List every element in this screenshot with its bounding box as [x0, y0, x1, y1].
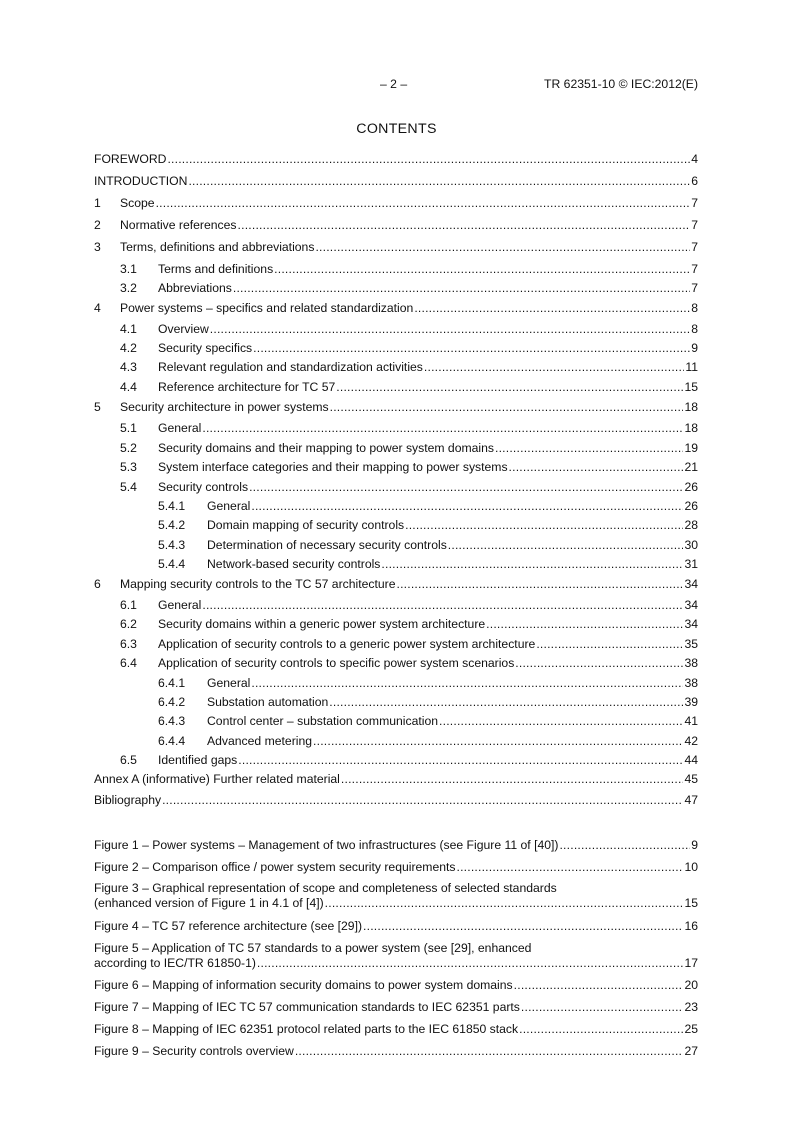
toc-entry[interactable]: [120, 460, 698, 474]
toc-entry[interactable]: [94, 793, 698, 807]
toc-entry[interactable]: [120, 480, 698, 494]
toc-entry[interactable]: [120, 421, 698, 435]
toc-entry-number: 1: [94, 196, 101, 210]
figure-title: Figure 2 – Comparison office / power system security requirements: [94, 860, 456, 874]
dot-leader: [414, 301, 690, 315]
toc-entry-number: 6.5: [120, 753, 137, 767]
toc-entry-page: 6: [691, 174, 698, 188]
toc-entry-title: Advanced metering: [207, 734, 313, 748]
toc-entry-title: Scope: [120, 196, 155, 210]
dot-leader: [381, 557, 683, 571]
toc-entry-title: Security domains and their mapping to power system domains: [158, 441, 494, 455]
dot-leader: [536, 637, 683, 651]
dot-leader: [249, 480, 683, 494]
toc-entry-page: 7: [691, 281, 698, 295]
toc-entry[interactable]: [158, 676, 698, 690]
figure-entry[interactable]: [94, 1022, 698, 1037]
toc-entry-page: 4: [691, 152, 698, 166]
toc-entry-number: 5.1: [120, 421, 137, 435]
toc-entry-title: Application of security controls to a generic power system architecture: [158, 637, 536, 651]
dot-leader: [202, 421, 683, 435]
toc-entry-number: 5.2: [120, 441, 137, 455]
toc-entry-page: 35: [684, 637, 698, 651]
figure-page: 15: [684, 896, 698, 910]
dot-leader: [336, 380, 683, 394]
dot-leader: [257, 956, 684, 971]
dot-leader: [396, 577, 683, 591]
dot-leader: [515, 656, 683, 670]
toc-entry-page: 7: [691, 240, 698, 254]
dot-leader: [514, 978, 684, 993]
figure-title: according to IEC/TR 61850-1): [94, 956, 256, 970]
toc-entry-page: 26: [684, 499, 698, 513]
dot-leader: [202, 598, 683, 612]
toc-entry-page: 28: [684, 518, 698, 532]
toc-entry-number: 6.4.2: [158, 695, 186, 709]
toc-entry[interactable]: [120, 617, 698, 631]
toc-entry[interactable]: [120, 281, 698, 295]
toc-entry[interactable]: [120, 341, 698, 355]
toc-entry-page: 9: [691, 341, 698, 355]
dot-leader: [424, 360, 684, 374]
figure-page: 9: [691, 838, 698, 852]
toc-entry-page: 18: [684, 421, 698, 435]
document-id: TR 62351-10 © IEC:2012(E): [544, 77, 698, 91]
toc-entry-title: Security domains within a generic power system architecture: [158, 617, 486, 631]
page-number: – 2 –: [380, 77, 408, 91]
toc-entry[interactable]: [94, 152, 698, 166]
toc-entry-page: 45: [684, 772, 698, 786]
toc-entry-number: 5.4.2: [158, 518, 186, 532]
toc-entry-page: 19: [684, 441, 698, 455]
figure-title: Figure 8 – Mapping of IEC 62351 protocol related parts to the IEC 61850 stack: [94, 1022, 519, 1036]
toc-entry-number: 6.4.4: [158, 734, 186, 748]
toc-entry-page: 7: [691, 218, 698, 232]
toc-entry[interactable]: [94, 196, 698, 210]
toc-entry-number: 4.1: [120, 322, 137, 336]
figure-title: Figure 4 – TC 57 reference architecture (see [29]): [94, 919, 363, 933]
dot-leader: [238, 753, 683, 767]
dot-leader: [439, 714, 683, 728]
dot-leader: [253, 341, 690, 355]
toc-entry-number: 4: [94, 301, 101, 315]
toc-entry-number: 4.2: [120, 341, 137, 355]
toc-entry-title: FOREWORD: [94, 152, 167, 166]
toc-entry-title: Mapping security controls to the TC 57 architecture: [120, 577, 396, 591]
toc-entry[interactable]: [120, 322, 698, 336]
toc-entry[interactable]: [158, 499, 698, 513]
toc-entry[interactable]: [120, 637, 698, 651]
dot-leader: [295, 1044, 684, 1059]
toc-entry[interactable]: [158, 695, 698, 709]
dot-leader: [325, 896, 684, 911]
toc-entry-title: Abbreviations: [158, 281, 232, 295]
toc-entry-number: 5.4.3: [158, 538, 186, 552]
toc-entry[interactable]: [158, 557, 698, 571]
toc-entry-page: 15: [684, 380, 698, 394]
toc-entry-title: Relevant regulation and standardization activities: [158, 360, 423, 374]
toc-entry-number: 6.2: [120, 617, 137, 631]
figure-page: 20: [684, 978, 698, 992]
toc-entry-title: Normative references: [120, 218, 237, 232]
figure-entry[interactable]: [94, 941, 698, 971]
toc-entry[interactable]: [94, 577, 698, 591]
toc-entry-number: 3.2: [120, 281, 137, 295]
toc-entry-title: System interface categories and their mapping to power systems: [158, 460, 508, 474]
figure-page: 17: [684, 956, 698, 970]
toc-entry[interactable]: [94, 174, 698, 188]
toc-entry-title: Security specifics: [158, 341, 253, 355]
dot-leader: [238, 218, 691, 232]
toc-entry[interactable]: [158, 538, 698, 552]
toc-entry-title: INTRODUCTION: [94, 174, 188, 188]
toc-entry-title: Reference architecture for TC 57: [158, 380, 336, 394]
toc-entry[interactable]: [120, 441, 698, 455]
toc-entry-page: 18: [684, 400, 698, 414]
figure-entry[interactable]: [94, 1000, 698, 1015]
toc-entry[interactable]: [120, 598, 698, 612]
figure-page: 16: [684, 919, 698, 933]
dot-leader: [167, 152, 690, 166]
toc-entry-title: Bibliography: [94, 793, 162, 807]
toc-entry-page: 34: [684, 617, 698, 631]
figure-title-line: Figure 5 – Application of TC 57 standards to a power system (see [29], enhanced: [94, 941, 532, 955]
toc-entry-title: General: [207, 499, 251, 513]
toc-entry[interactable]: [94, 240, 698, 254]
dot-leader: [251, 676, 683, 690]
dot-leader: [162, 793, 683, 807]
figure-entry[interactable]: [94, 881, 698, 911]
dot-leader: [315, 240, 690, 254]
dot-leader: [330, 400, 684, 414]
dot-leader: [495, 441, 683, 455]
figure-title: (enhanced version of Figure 1 in 4.1 of [4]): [94, 896, 324, 910]
page-title: CONTENTS: [356, 121, 437, 137]
toc-entry-title: Substation automation: [207, 695, 329, 709]
toc-entry[interactable]: [158, 734, 698, 748]
dot-leader: [274, 262, 690, 276]
figure-page: 25: [684, 1022, 698, 1036]
figure-entry[interactable]: [94, 1044, 698, 1059]
toc-entry-number: 5.3: [120, 460, 137, 474]
toc-entry-page: 39: [684, 695, 698, 709]
figure-title-line: Figure 3 – Graphical representation of scope and completeness of selected standards: [94, 881, 557, 895]
dot-leader: [405, 518, 683, 532]
toc-entry-title: General: [158, 421, 202, 435]
figure-page: 23: [684, 1000, 698, 1014]
toc-entry-number: 4.3: [120, 360, 137, 374]
toc-entry-page: 38: [684, 676, 698, 690]
toc-entry-number: 5: [94, 400, 101, 414]
toc-entry-title: Application of security controls to specific power system scenarios: [158, 656, 515, 670]
toc-entry[interactable]: [120, 360, 698, 374]
toc-entry-page: 31: [684, 557, 698, 571]
toc-entry-title: General: [158, 598, 202, 612]
toc-entry-page: 26: [684, 480, 698, 494]
toc-entry-page: 47: [684, 793, 698, 807]
toc-entry-number: 6: [94, 577, 101, 591]
dot-leader: [521, 1000, 684, 1015]
toc-entry-number: 6.4: [120, 656, 137, 670]
toc-entry-page: 7: [691, 262, 698, 276]
dot-leader: [341, 772, 684, 786]
dot-leader: [456, 860, 683, 875]
figure-title: Figure 7 – Mapping of IEC TC 57 communication standards to IEC 62351 parts: [94, 1000, 520, 1014]
dot-leader: [233, 281, 690, 295]
toc-entry-number: 5.4.4: [158, 557, 186, 571]
toc-entry[interactable]: [94, 772, 698, 786]
figure-title: Figure 1 – Power systems – Management of two infrastructures (see Figure 11 of [40]): [94, 838, 559, 852]
toc-entry-title: Security controls: [158, 480, 249, 494]
toc-entry-title: General: [207, 676, 251, 690]
toc-entry-title: Network-based security controls: [207, 557, 381, 571]
toc-entry-page: 42: [684, 734, 698, 748]
toc-entry[interactable]: [94, 301, 698, 315]
figure-page: 10: [684, 860, 698, 874]
dot-leader: [448, 538, 684, 552]
toc-entry[interactable]: [120, 753, 698, 767]
toc-entry-title: Power systems – specifics and related standardization: [120, 301, 414, 315]
figure-page: 27: [684, 1044, 698, 1058]
dot-leader: [363, 919, 683, 934]
figure-entry[interactable]: [94, 978, 698, 993]
figure-entry[interactable]: [94, 919, 698, 934]
toc-entry[interactable]: [158, 518, 698, 532]
toc-entry-number: 6.1: [120, 598, 137, 612]
toc-entry-page: 44: [684, 753, 698, 767]
toc-entry[interactable]: [120, 380, 698, 394]
figure-title: Figure 9 – Security controls overview: [94, 1044, 294, 1058]
toc-entry-title: Control center – substation communication: [207, 714, 439, 728]
toc-entry-title: Terms and definitions: [158, 262, 274, 276]
dot-leader: [519, 1022, 683, 1037]
toc-entry-page: 21: [684, 460, 698, 474]
toc-entry-page: 30: [684, 538, 698, 552]
toc-entry-number: 3.1: [120, 262, 137, 276]
toc-entry[interactable]: [94, 400, 698, 414]
dot-leader: [251, 499, 683, 513]
toc-entry[interactable]: [94, 218, 698, 232]
dot-leader: [509, 460, 684, 474]
toc-entry-page: 34: [684, 598, 698, 612]
dot-leader: [559, 838, 690, 853]
figure-title: Figure 6 – Mapping of information security domains to power system domains: [94, 978, 513, 992]
toc-entry[interactable]: [158, 714, 698, 728]
toc-entry-page: 34: [684, 577, 698, 591]
toc-entry-page: 8: [691, 301, 698, 315]
toc-entry-number: 5.4: [120, 480, 137, 494]
toc-entry[interactable]: [120, 656, 698, 670]
dot-leader: [486, 617, 683, 631]
toc-entry-number: 4.4: [120, 380, 137, 394]
dot-leader: [313, 734, 683, 748]
toc-entry-title: Annex A (informative) Further related material: [94, 772, 340, 786]
toc-entry-title: Domain mapping of security controls: [207, 518, 405, 532]
toc-entry-page: 8: [691, 322, 698, 336]
figure-entry[interactable]: [94, 838, 698, 853]
toc-entry-page: 38: [684, 656, 698, 670]
toc-entry-page: 7: [691, 196, 698, 210]
toc-entry-page: 11: [685, 360, 698, 374]
toc-entry-number: 2: [94, 218, 101, 232]
toc-entry-title: Security architecture in power systems: [120, 400, 329, 414]
toc-entry-title: Overview: [158, 322, 209, 336]
figure-entry[interactable]: [94, 860, 698, 875]
dot-leader: [156, 196, 691, 210]
toc-entry-title: Terms, definitions and abbreviations: [120, 240, 315, 254]
dot-leader: [188, 174, 690, 188]
toc-entry-title: Determination of necessary security controls: [207, 538, 447, 552]
dot-leader: [210, 322, 690, 336]
toc-entry-title: Identified gaps: [158, 753, 238, 767]
toc-entry[interactable]: [120, 262, 698, 276]
toc-entry-number: 6.3: [120, 637, 137, 651]
toc-entry-number: 5.4.1: [158, 499, 186, 513]
dot-leader: [329, 695, 683, 709]
toc-entry-page: 41: [684, 714, 698, 728]
toc-entry-number: 6.4.3: [158, 714, 186, 728]
toc-entry-number: 3: [94, 240, 101, 254]
toc-entry-number: 6.4.1: [158, 676, 186, 690]
